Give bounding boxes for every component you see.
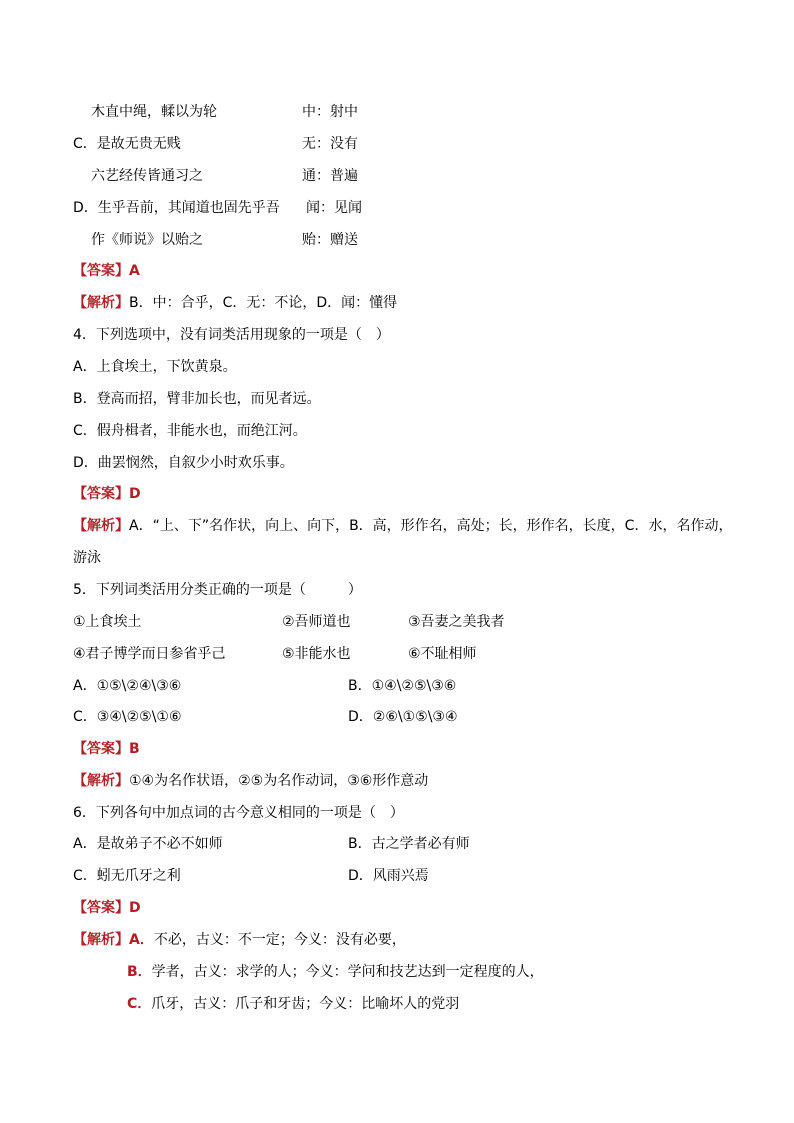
q5-item-4: ④君子博学而日参省乎己	[73, 646, 226, 662]
q3-option-b-line2: 木直中绳，輮以为轮	[91, 104, 217, 120]
analysis-letter: C．	[127, 996, 152, 1012]
q3-option-c-gloss1: 无：没有	[302, 136, 358, 152]
q6-stem: 6．下列各句中加点词的古今意义相同的一项是（ ）	[73, 805, 404, 821]
q6-option-a: A．是故弟子不必不如师	[73, 836, 223, 852]
q4-option-b: B．登高而招，臂非加长也，而见者远。	[73, 391, 321, 407]
q4-option-c: C．假舟楫者，非能水也，而绝江河。	[73, 423, 307, 439]
q6-analysis	[73, 931, 406, 949]
q5-stem: 5．下列词类活用分类正确的一项是（ ）	[73, 582, 362, 598]
q3-analysis	[73, 294, 397, 312]
answer-value: B	[129, 741, 140, 757]
q5-option-c: C．③④\②⑤\①⑥	[73, 709, 182, 725]
analysis-text: 爪牙，古义：爪子和牙齿；今义：比喻坏人的党羽	[151, 996, 460, 1012]
analysis-text: B．中：合乎，C．无：不论，D．闻：懂得	[129, 295, 398, 311]
q5-option-d: D．②⑥\①⑤\③④	[348, 709, 458, 725]
q6-answer	[73, 899, 141, 917]
q6-option-c: C．蚓无爪牙之利	[73, 868, 181, 884]
q3-option-d-gloss1: 闻：见闻	[306, 200, 362, 216]
q3-option-d-line1: D．生乎吾前，其闻道也固先乎吾	[73, 200, 280, 216]
answer-label: 【答案】	[73, 900, 129, 916]
q3-option-c-line2: 六艺经传皆通习之	[91, 168, 203, 184]
answer-label: 【答案】	[73, 486, 129, 502]
analysis-text: 学者，古义：求学的人；今义：学问和技艺达到一定程度的人，	[151, 964, 544, 980]
answer-label: 【答案】	[73, 741, 129, 757]
answer-value: A	[129, 263, 140, 279]
analysis-letter: B．	[127, 964, 152, 980]
analysis-label: 【解析】	[73, 295, 129, 311]
q3-option-d-line2: 作《师说》以贻之	[91, 232, 203, 248]
q3-option-b-gloss2: 中：射中	[302, 104, 358, 120]
q4-option-d: D．曲罢悯然，自叙少小时欢乐事。	[73, 455, 294, 471]
q4-analysis-cont: 游泳	[73, 550, 101, 566]
q6-option-b: B．古之学者必有师	[348, 836, 470, 852]
analysis-text: A．“上、下”名作状，向上、向下，B．高，形作名，高处；长，形作名，长度，C．水，名作动，	[129, 518, 733, 534]
q5-item-3: ③吾妻之美我者	[408, 614, 505, 630]
q3-option-c-line1: C．是故无贵无贱	[73, 136, 181, 152]
q4-answer	[73, 485, 141, 503]
q5-analysis	[73, 772, 428, 790]
q5-answer	[73, 740, 140, 758]
q6-analysis-b	[127, 963, 544, 981]
q3-option-d-gloss2: 贻：赠送	[302, 232, 358, 248]
q5-item-6: ⑥不耻相师	[408, 646, 477, 662]
q5-item-1: ①上食埃土	[73, 614, 142, 630]
q5-option-b: B．①④\②⑤\③⑥	[348, 678, 457, 694]
answer-label: 【答案】	[73, 263, 129, 279]
q4-stem: 4．下列选项中，没有词类活用现象的一项是（ ）	[73, 327, 390, 343]
analysis-label: 【解析】	[73, 773, 129, 789]
q5-option-a: A．①⑤\②④\③⑥	[73, 678, 182, 694]
q5-item-5: ⑤非能水也	[282, 646, 351, 662]
answer-value: D	[129, 900, 141, 916]
analysis-text: 不必，古义：不一定；今义：没有必要，	[153, 932, 406, 948]
analysis-text: ①④为名作状语，②⑤为名作动词，③⑥形作意动	[129, 773, 429, 789]
q4-analysis	[73, 517, 732, 535]
q3-option-c-gloss2: 通：普遍	[302, 168, 358, 184]
answer-value: D	[129, 486, 141, 502]
analysis-label: 【解析】	[73, 932, 129, 948]
q4-option-a: A．上食埃土，下饮黄泉。	[73, 359, 237, 375]
analysis-letter: A．	[129, 932, 154, 948]
analysis-label: 【解析】	[73, 518, 129, 534]
q6-analysis-c	[127, 995, 459, 1013]
q3-answer	[73, 262, 140, 280]
q5-item-2: ②吾师道也	[282, 614, 351, 630]
q6-option-d: D．风雨兴焉	[348, 868, 429, 884]
